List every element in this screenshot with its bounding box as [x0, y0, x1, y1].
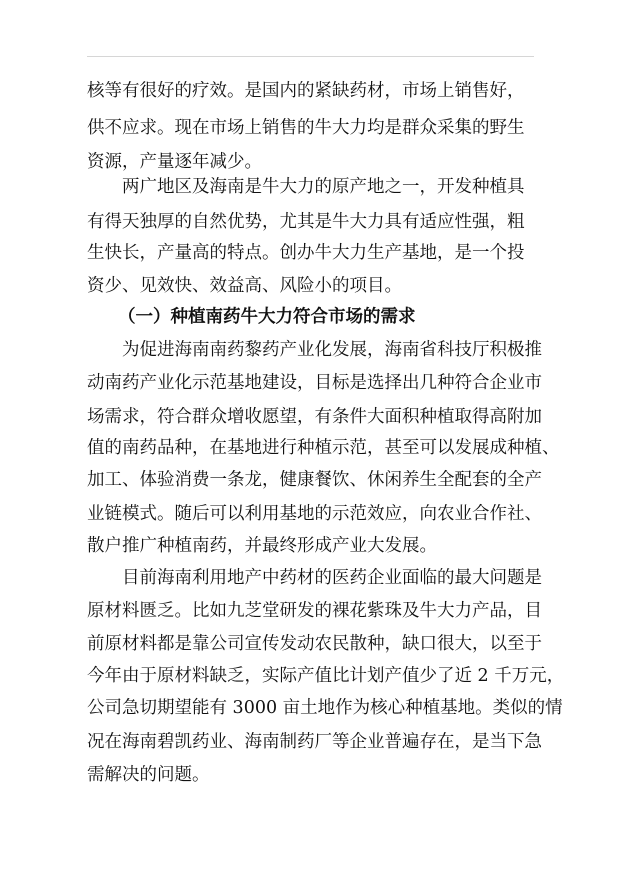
paragraph-line: 原材料匮乏。比如九芝堂研发的裸花紫珠及牛大力产品，目 — [87, 601, 542, 621]
paragraph-line: 加工、体验消费一条龙，健康餐饮、休闲养生全配套的全产 — [87, 470, 542, 490]
paragraph-line: 业链模式。随后可以利用基地的示范效应，向农业合作社、 — [87, 504, 542, 524]
paragraph-line: 为促进海南南药黎药产业化发展，海南省科技厅积极推 — [122, 340, 542, 360]
paragraph-line: 场需求，符合群众增收愿望，有条件大面积种植取得高附加 — [87, 407, 542, 427]
paragraph-line: 前原材料都是靠公司宣传发动农民散种，缺口很大，以至于 — [87, 634, 542, 654]
paragraph-line: 供不应求。现在市场上销售的牛大力均是群众采集的野生 — [87, 118, 525, 138]
paragraph-line: 资少、见效快、效益高、风险小的项目。 — [87, 276, 402, 296]
paragraph-line: 值的南药品种，在基地进行种植示范，甚至可以发展成种植、 — [87, 438, 560, 458]
paragraph-line: 况在海南碧凯药业、海南制药厂等企业普遍存在，是当下急 — [87, 732, 542, 752]
paragraph-line: 需解决的问题。 — [87, 765, 210, 785]
paragraph-line: 有得天独厚的自然优势，尤其是牛大力具有适应性强，粗 — [87, 212, 525, 232]
paragraph-line: 两广地区及海南是牛大力的原产地之一，开发种植具 — [122, 177, 525, 197]
paragraph-line: 动南药产业化示范基地建设，目标是选择出几种符合企业市 — [87, 373, 542, 393]
header-rule — [87, 56, 534, 57]
paragraph-line: 生快长，产量高的特点。创办牛大力生产基地，是一个投 — [87, 243, 525, 263]
section-heading: （一）种植南药牛大力符合市场的需求 — [118, 307, 416, 327]
paragraph-line: 目前海南利用地产中药材的医药企业面临的最大问题是 — [122, 568, 542, 588]
paragraph-line: 资源，产量逐年减少。 — [87, 152, 262, 172]
paragraph-line: 公司急切期望能有 3000 亩土地作为核心种植基地。类似的情 — [87, 698, 563, 718]
paragraph-line: 今年由于原材料缺乏，实际产值比计划产值少了近 2 千万元， — [87, 666, 565, 686]
paragraph-line: 核等有很好的疗效。是国内的紧缺药材，市场上销售好， — [87, 81, 525, 101]
paragraph-line: 散户推广种植南药，并最终形成产业大发展。 — [87, 536, 437, 556]
